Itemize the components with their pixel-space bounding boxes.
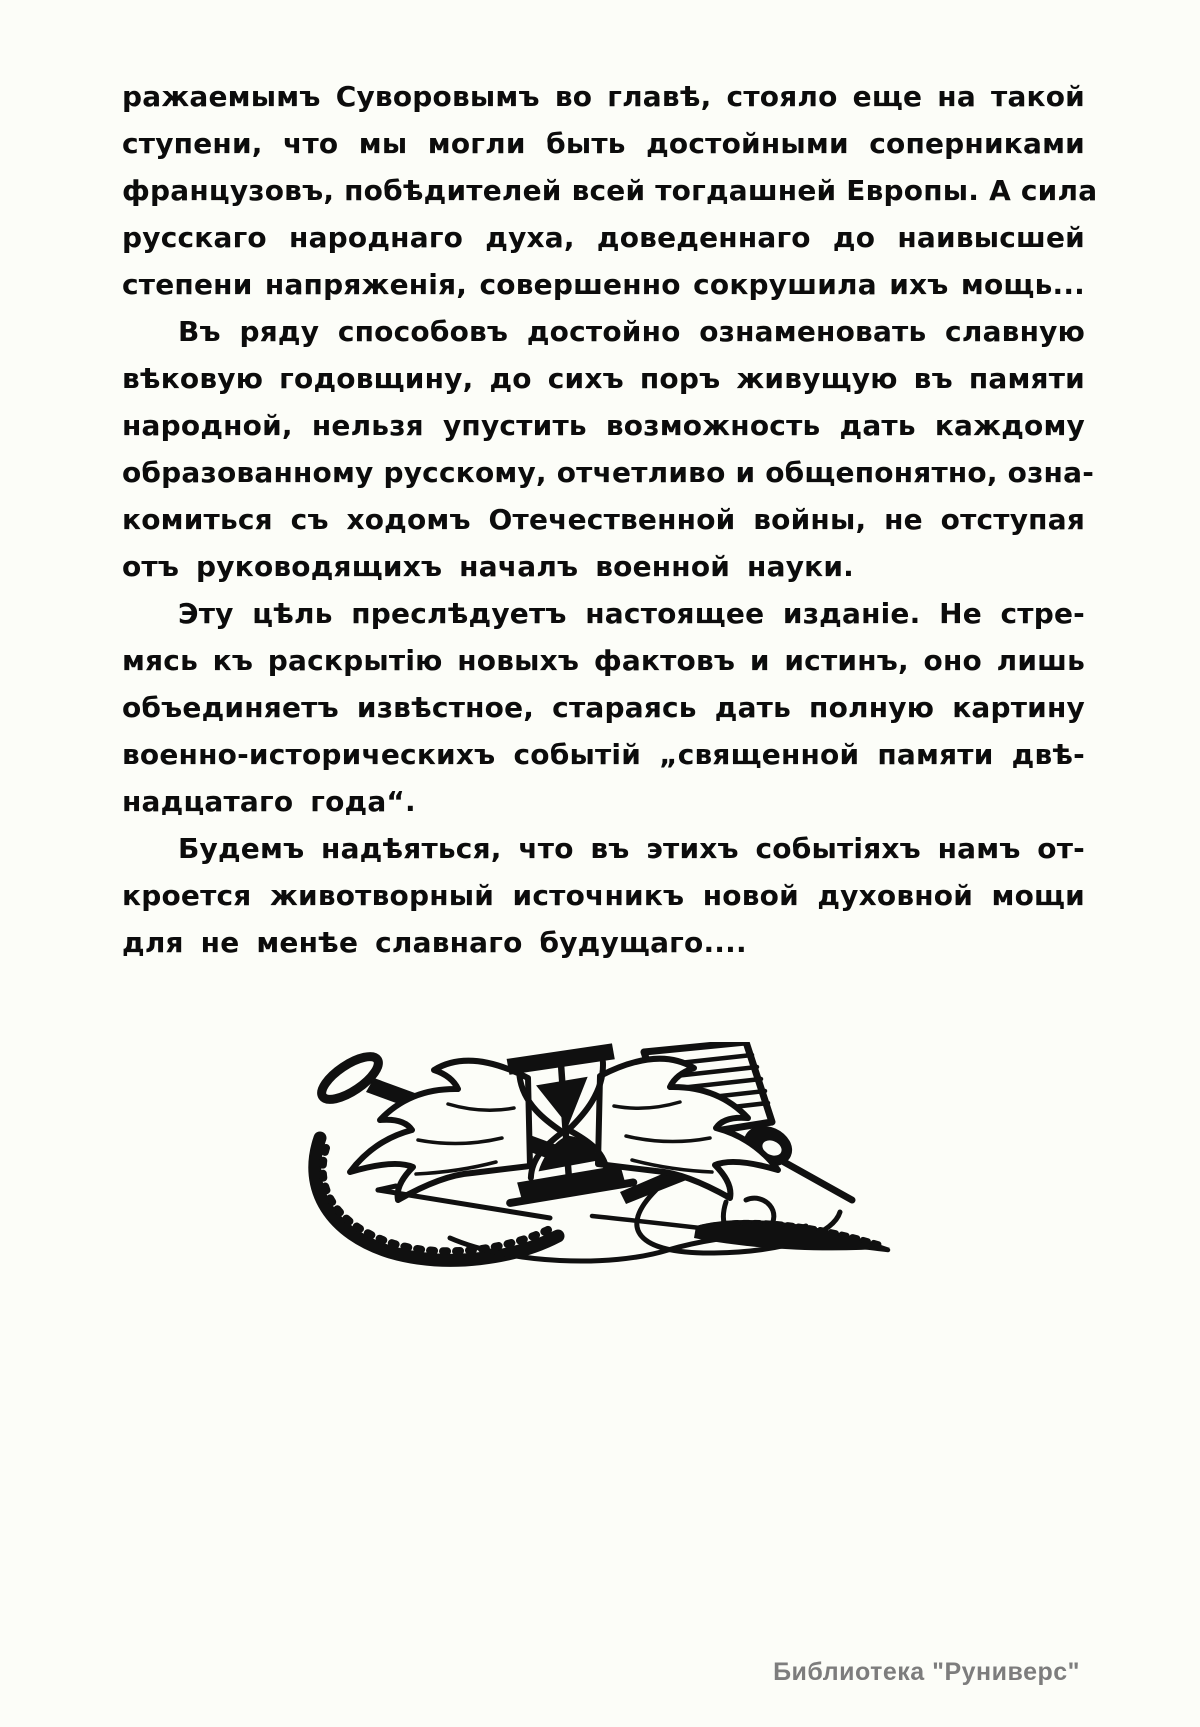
text-line: образованному русскому, отчетливо и общепонятно, озна- [122,456,1095,489]
text-line: русскаго народнаго духа, доведеннаго до наивысшей [122,221,1085,254]
text-line: мясь къ раскрытію новыхъ фактовъ и истинъ, оно лишь [122,644,1085,677]
text-line: надцатаго года“. [122,785,416,818]
text-line: французовъ, побѣдителей всей тогдашней Европы. А сила [122,174,1098,207]
text-line: кроется животворный источникъ новой духовной мощи [122,879,1085,912]
text-line: объединяетъ извѣстное, стараясь дать полную картину [122,691,1085,724]
text-line: Будемъ надѣяться, что въ этихъ событіяхъ намъ от- [178,832,1085,865]
library-watermark: Библиотека "Руниверс" [773,1658,1080,1686]
page-text [122,73,1098,966]
vignette-illustration [300,1042,900,1267]
text-line: Въ ряду способовъ достойно ознаменовать славную [178,315,1085,348]
text-line: комиться съ ходомъ Отечественной войны, не отступая [122,503,1085,536]
text-line: степени напряженія, совершенно сокрушила ихъ мощь... [122,268,1085,301]
text-line: народной, нельзя упустить возможность дать каждому [122,409,1085,442]
text-line: для не менѣе славнаго будущаго.... [122,926,747,959]
text-line: ражаемымъ Суворовымъ во главѣ, стояло еще на такой [122,80,1085,113]
text-line: ступени, что мы могли быть достойными соперниками [122,127,1085,160]
text-line: Эту цѣль преслѣдуетъ настоящее изданіе. Не стре- [178,597,1085,630]
text-line: отъ руководящихъ началъ военной науки. [122,550,855,583]
winged-hourglass-icon [300,1042,900,1267]
text-line: вѣковую годовщину, до сихъ поръ живущую въ памяти [122,362,1085,395]
text-line: военно-историческихъ событій „священной памяти двѣ- [122,738,1085,771]
